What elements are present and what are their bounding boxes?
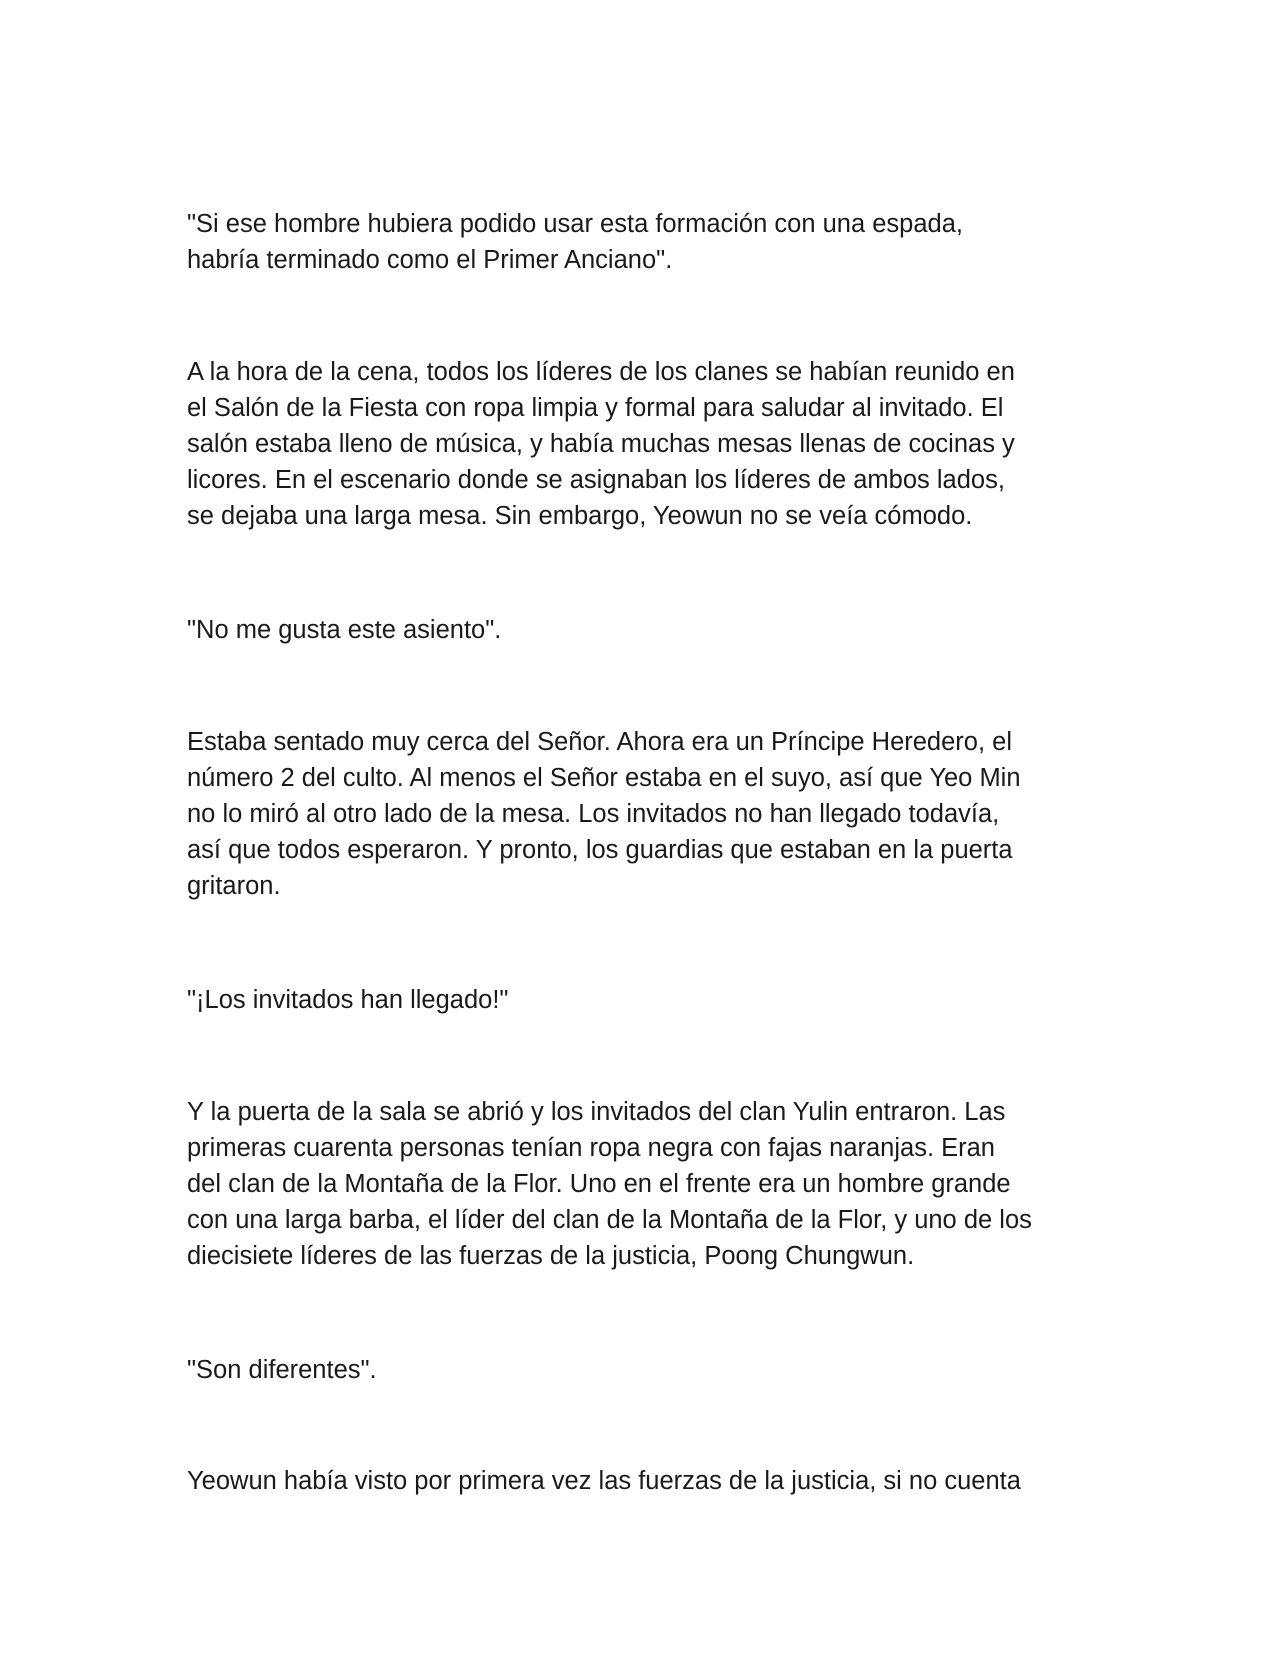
paragraph-quote-seat: "No me gusta este asiento". [187,616,502,644]
paragraph-first-sight-justice: Yeowun había visto por primera vez las fuerzas de la justicia, si no cuenta [187,1467,1021,1495]
paragraph-quote-first-elder: "Si ese hombre hubiera podido usar esta formación con una espada, habría terminado como el Primer Anciano". [187,210,963,274]
paragraph-quote-different: "Son diferentes". [187,1356,377,1384]
paragraph-dinner-hall: A la hora de la cena, todos los líderes de los clanes se habían reunido en el Salón de la Fiesta con ropa limpia y formal para saludar al invitado. El salón estaba lleno de música, y había muchas mesas llenas de cocinas y licores. En el escenario donde se asignaban los líderes de ambos lados, se dejaba una larga mesa. Sin embargo, Yeowun no se veía cómodo. [187,358,1015,530]
paragraph-seated-near-lord: Estaba sentado muy cerca del Señor. Ahora era un Príncipe Heredero, el número 2 del culto. Al menos el Señor estaba en el suyo, así que Yeo Min no lo miró al otro lado de la mesa. Los invitados no han llegado todavía, así que todos esperaron. Y pronto, los guardias que estaban en la puerta gritaron. [187,728,1021,900]
paragraph-guests-enter: Y la puerta de la sala se abrió y los invitados del clan Yulin entraron. Las primeras cuarenta personas tenían ropa negra con fajas naranjas. Eran del clan de la Montaña de la Flor. Uno en el frente era un hombre grande con una larga barba, el líder del clan de la Montaña de la Flor, y uno de los diecisiete líderes de las fuerzas de la justicia, Poong Chungwun. [187,1098,1032,1270]
paragraph-quote-guests-arrived: "¡Los invitados han llegado!" [187,986,509,1014]
